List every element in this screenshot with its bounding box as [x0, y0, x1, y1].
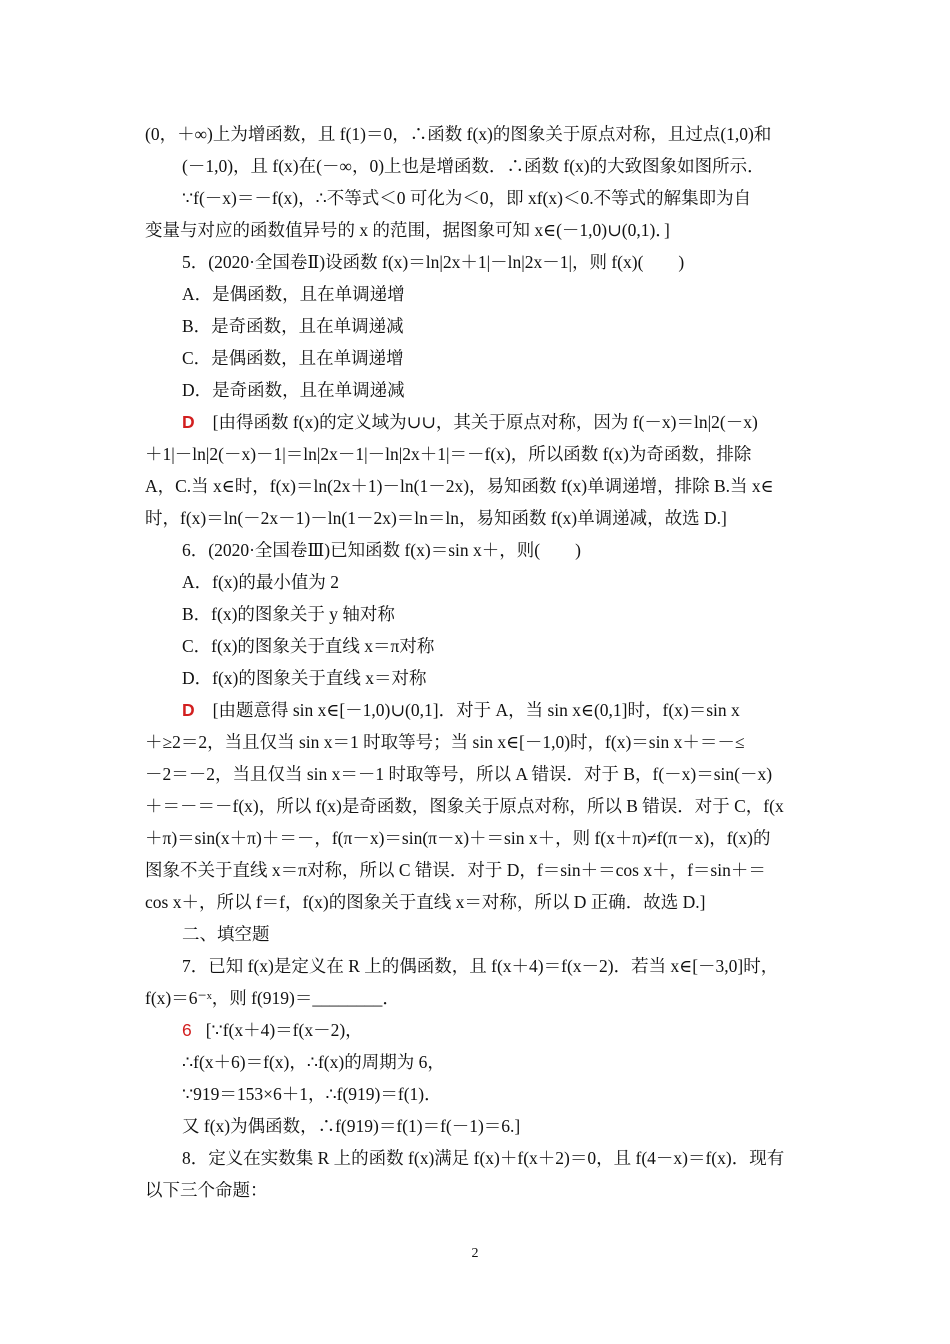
text-line-2: (－1,0)，且 f(x)在(－∞，0)上也是增函数．∴函数 f(x)的大致图象如图所示．	[182, 156, 765, 176]
question-7-solution-line-3: ∵919＝153×6＋1，∴f(919)＝f(1)．	[182, 1084, 442, 1104]
solution-text: [由得函数 f(x)的定义域为∪∪，其关于原点对称，因为 f(－x)＝ln|2(－x)	[212, 412, 758, 432]
text-line-3: ∵f(－x)＝－f(x)，∴不等式＜0 可化为＜0，即 xf(x)＜0.不等式的解集即为自	[182, 188, 752, 208]
question-7-solution-line-4: 又 f(x)为偶函数，∴f(919)＝f(1)＝f(－1)＝6.]	[182, 1116, 521, 1136]
question-6-stem: 6．(2020·全国卷Ⅲ)已知函数 f(x)＝sin x＋，则( )	[182, 540, 581, 560]
answer-label-q6: D	[182, 700, 195, 720]
question-6-solution-line-4: ＋＝－＝－f(x)，所以 f(x)是奇函数，图象关于原点对称，所以 B 错误．对于 C，f(x	[145, 796, 784, 816]
question-6-option-a: A．f(x)的最小值为 2	[182, 572, 339, 592]
section-heading: 二、填空题	[182, 924, 270, 944]
question-6-solution-line-2: ＋≥2＝2，当且仅当 sin x＝1 时取等号；当 sin x∈[－1,0)时，f(x)＝sin x＋＝－≤	[145, 732, 745, 752]
question-5-option-a: A．是偶函数，且在单调递增	[182, 284, 405, 304]
answer-label-q7: 6	[182, 1020, 192, 1040]
question-5-stem: 5．(2020·全国卷Ⅱ)设函数 f(x)＝ln|2x＋1|－ln|2x－1|，则 f(x)( )	[182, 252, 685, 272]
question-6-option-c: C．f(x)的图象关于直线 x＝π对称	[182, 636, 435, 656]
question-6-solution-line-1	[182, 698, 740, 724]
answer-label-q5: D	[182, 412, 195, 432]
question-6-option-b: B．f(x)的图象关于 y 轴对称	[182, 604, 395, 624]
question-8-stem-line-1: 8．定义在实数集 R 上的函数 f(x)满足 f(x)＋f(x＋2)＝0，且 f(4－x)＝f(x)．现有	[182, 1148, 785, 1168]
question-5-solution-line-1	[182, 410, 758, 436]
question-5-solution-line-2: ＋1|－ln|2(－x)－1|＝ln|2x－1|－ln|2x＋1|＝－f(x)，所以函数 f(x)为奇函数，排除	[145, 444, 752, 464]
question-6-solution-line-6: 图象不关于直线 x＝π对称，所以 C 错误．对于 D，f＝sin＋＝cos x＋，f＝sin＋＝	[145, 860, 766, 880]
text-line-4: 变量与对应的函数值异号的 x 的范围，据图象可知 x∈(－1,0)∪(0,1)．]	[145, 220, 670, 240]
question-5-option-d: D．是奇函数，且在单调递减	[182, 380, 405, 400]
question-7-stem-line-2: f(x)＝6⁻ˣ，则 f(919)＝________．	[145, 988, 400, 1008]
question-6-option-d: D．f(x)的图象关于直线 x＝对称	[182, 668, 427, 688]
question-7-solution-line-1	[182, 1018, 363, 1044]
question-5-solution-line-4: 时，f(x)＝ln(－2x－1)－ln(1－2x)＝ln＝ln，易知函数 f(x)单调递减，故选 D.]	[145, 508, 727, 528]
question-8-stem-line-2: 以下三个命题：	[145, 1180, 268, 1200]
solution-text: [由题意得 sin x∈[－1,0)∪(0,1]．对于 A，当 sin x∈(0,1]时，f(x)＝sin x	[212, 700, 740, 720]
question-6-solution-line-5: ＋π)＝sin(x＋π)＋＝－，f(π－x)＝sin(π－x)＋＝sin x＋，则 f(x＋π)≠f(π－x)，f(x)的	[145, 828, 771, 848]
question-5-option-c: C．是偶函数，且在单调递增	[182, 348, 404, 368]
question-5-option-b: B．是奇函数，且在单调递减	[182, 316, 404, 336]
question-7-stem-line-1: 7．已知 f(x)是定义在 R 上的偶函数，且 f(x＋4)＝f(x－2)．若当 x∈[－3,0]时，	[182, 956, 779, 976]
question-5-solution-line-3: A，C.当 x∈时，f(x)＝ln(2x＋1)－ln(1－2x)，易知函数 f(x)单调递增，排除 B.当 x∈	[145, 476, 774, 496]
question-6-solution-line-7: cos x＋，所以 f＝f，f(x)的图象关于直线 x＝对称，所以 D 正确．故选 D.]	[145, 892, 706, 912]
page-number: 2	[471, 1246, 479, 1261]
question-6-solution-line-3: －2＝－2，当且仅当 sin x＝－1 时取等号，所以 A 错误．对于 B，f(－x)＝sin(－x)	[145, 764, 773, 784]
question-7-solution-line-2: ∴f(x＋6)＝f(x)，∴f(x)的周期为 6，	[182, 1052, 445, 1072]
text-line-1: (0，＋∞)上为增函数，且 f(1)＝0，∴函数 f(x)的图象关于原点对称，且过点(1,0)和	[145, 124, 772, 144]
solution-text: [∵f(x＋4)＝f(x－2)，	[205, 1020, 363, 1040]
